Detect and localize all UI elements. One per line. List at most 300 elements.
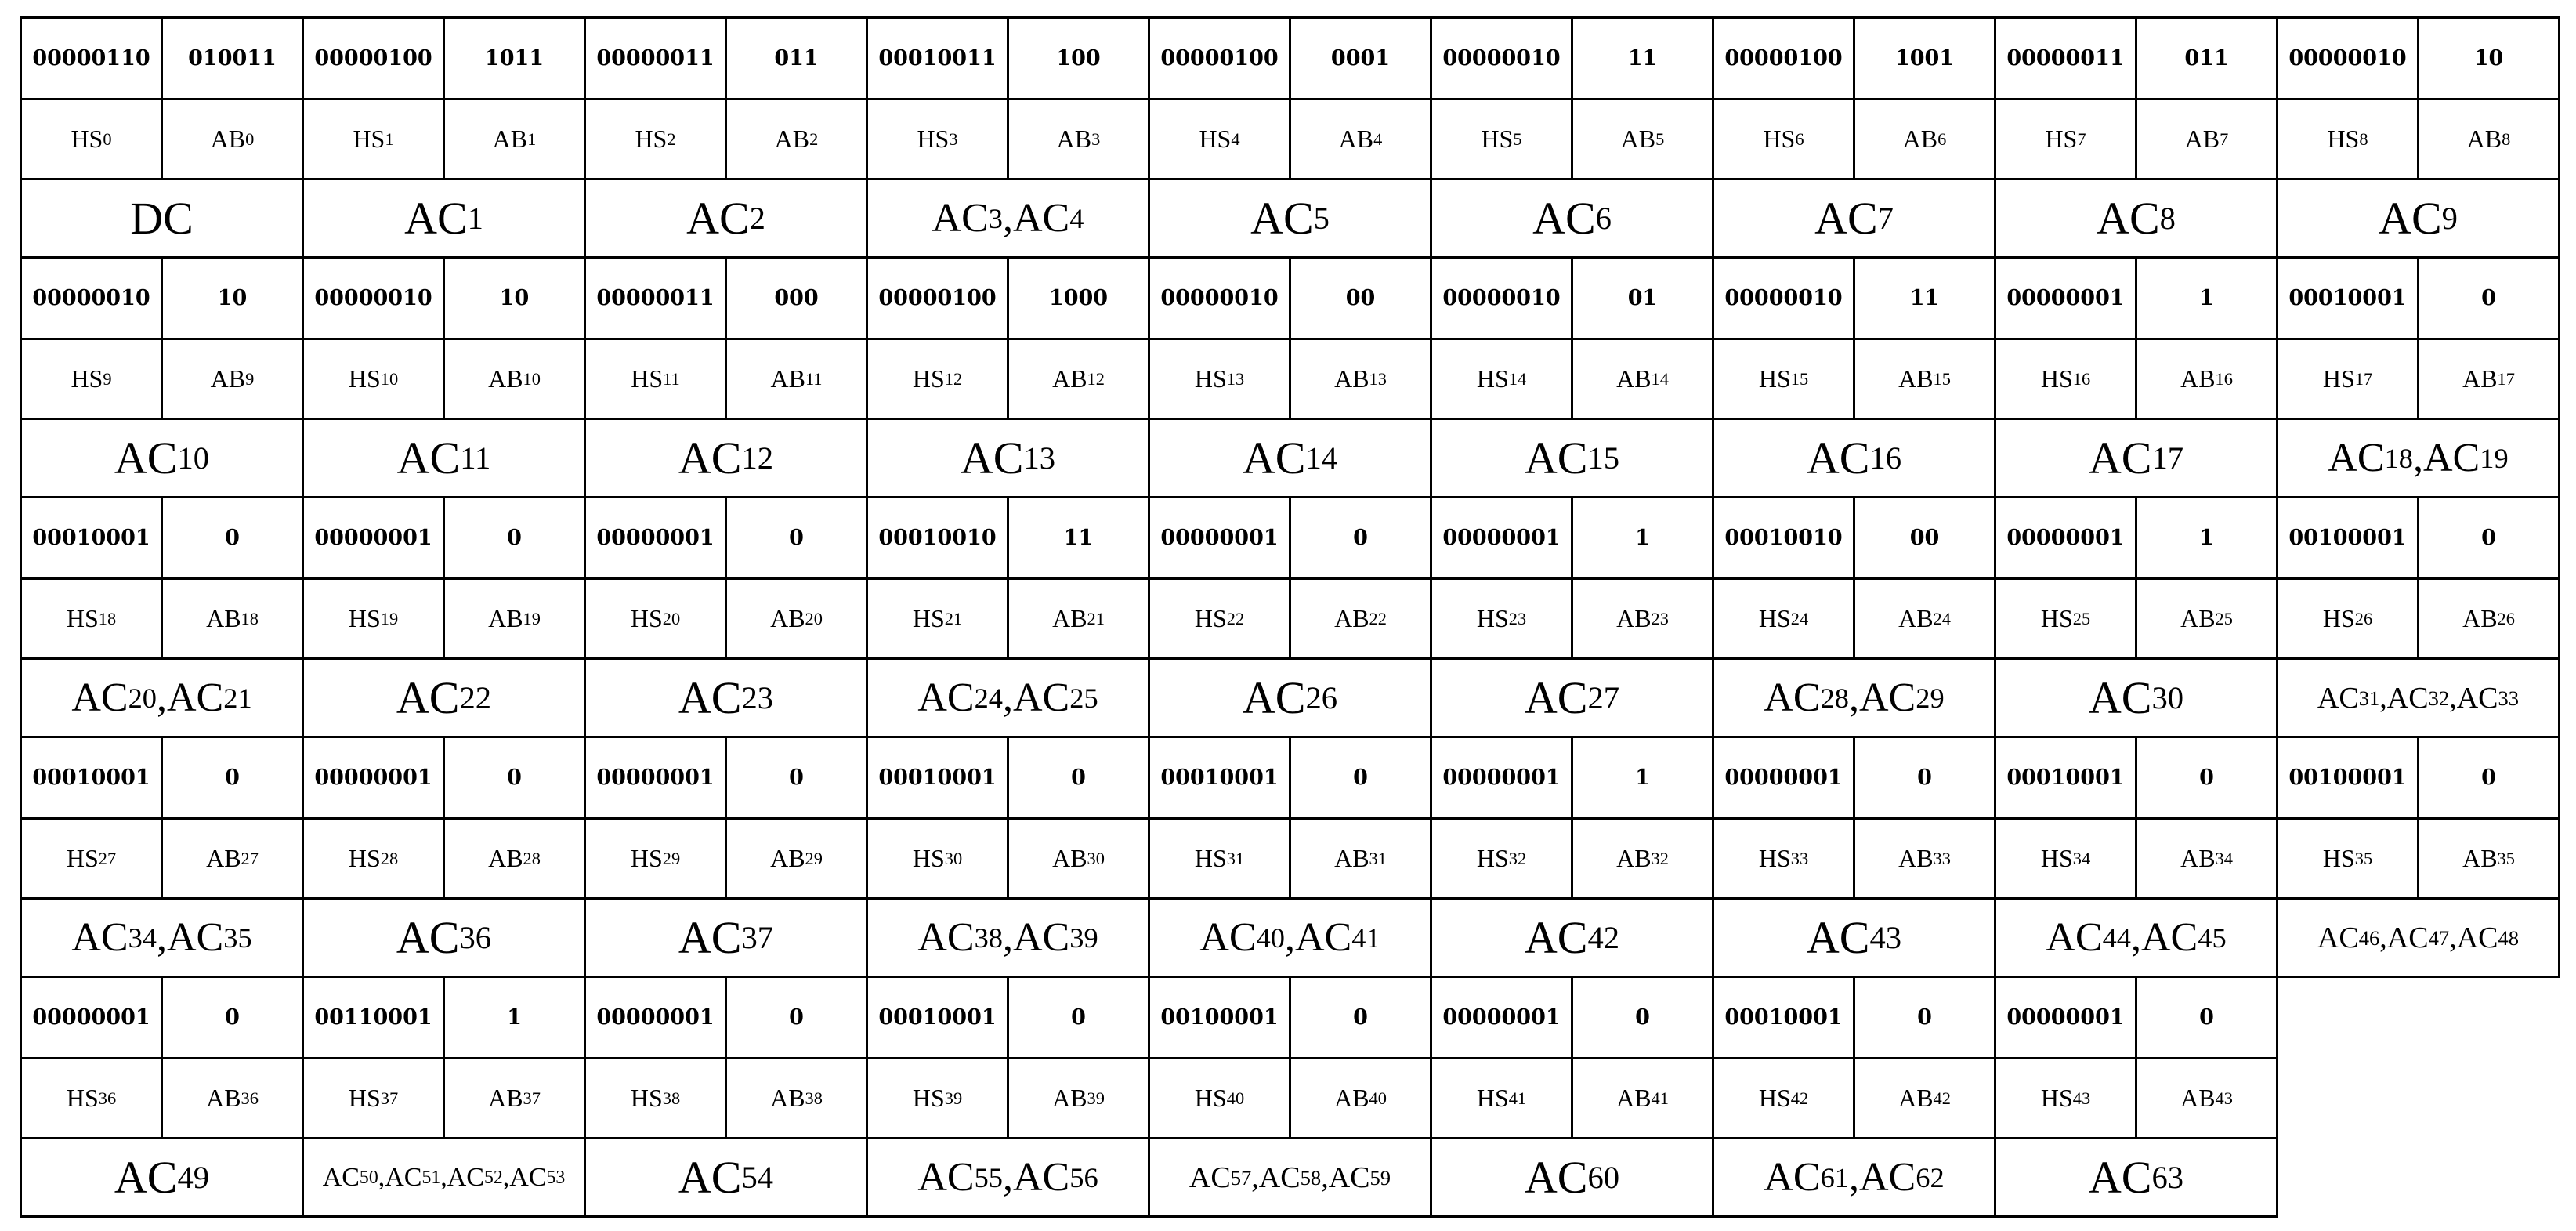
ab-label-cell	[1571, 817, 1714, 900]
ab-code-value: 0	[2481, 286, 2496, 310]
code-block	[1430, 16, 1712, 256]
ab-label-cell	[1571, 577, 1714, 660]
hs-index-text: 0	[103, 129, 112, 149]
ab-code-value: 11	[1627, 46, 1658, 71]
hs-code-cell	[866, 976, 1009, 1059]
ab-code-cell	[1007, 16, 1150, 100]
coefficient-index-text: 30	[2151, 679, 2184, 715]
code-block	[1148, 976, 1430, 1215]
hs-label-text: HS	[912, 844, 945, 872]
hs-label-cell	[866, 98, 1009, 180]
hs-index-text: 5	[1513, 129, 1522, 149]
coefficient-cell	[20, 1137, 304, 1218]
coefficient-separator: ,	[1251, 1160, 1259, 1194]
ab-index-text: 1	[527, 129, 537, 149]
coefficient-cell	[866, 657, 1150, 738]
hs-code-value: 00000010	[32, 286, 150, 310]
coefficient-index-text: 39	[1069, 921, 1098, 954]
coefficient-index-text: 8	[2159, 200, 2176, 236]
ab-code-value: 0	[1917, 766, 1932, 790]
coefficient-label: AC	[1524, 672, 1588, 723]
hs-label-cell	[1148, 338, 1291, 420]
hs-label-text: HS	[348, 1084, 381, 1112]
code-block	[302, 496, 584, 736]
coefficient-label: AC	[1328, 1160, 1370, 1194]
ab-code-cell	[161, 256, 304, 340]
hs-code-cell	[1148, 496, 1291, 580]
coefficient-cell	[1430, 418, 1714, 498]
ab-label-cell	[2417, 817, 2560, 900]
ab-label-text: AB	[488, 844, 523, 872]
hs-label-text: HS	[1476, 1084, 1509, 1112]
ab-label-cell	[1853, 577, 1996, 660]
ab-code-value: 010011	[188, 46, 277, 71]
hs-index-text: 37	[380, 1088, 399, 1108]
coefficient-label: AC	[1199, 915, 1257, 960]
hs-label-cell	[584, 338, 727, 420]
ab-code-cell	[1289, 16, 1432, 100]
hs-label-cell	[302, 577, 445, 660]
ab-label-cell	[1289, 1057, 1432, 1139]
hs-label-text: HS	[912, 1084, 945, 1112]
hs-label-cell	[584, 98, 727, 180]
ab-label-text: AB	[2462, 604, 2498, 632]
hs-label-text: HS	[348, 364, 381, 393]
hs-label-cell	[1430, 98, 1573, 180]
ab-code-cell	[443, 256, 586, 340]
coefficient-cell	[1994, 897, 2278, 978]
hs-index-text: 42	[1790, 1088, 1809, 1108]
code-block	[1994, 976, 2276, 1215]
ab-code-value: 01	[1627, 286, 1658, 310]
coefficient-index-text: 5	[1313, 200, 1330, 236]
hs-index-text: 1	[385, 129, 394, 149]
ab-index-text: 19	[523, 608, 541, 628]
ab-code-value: 0	[1071, 766, 1086, 790]
hs-label-text: HS	[1476, 364, 1509, 393]
coefficient-index-text: 24	[974, 682, 1003, 714]
ab-label-text: AB	[492, 125, 528, 153]
coefficient-cell	[302, 897, 586, 978]
ab-label-text: AB	[1898, 844, 1934, 872]
hs-index-text: 20	[662, 608, 681, 628]
coefficient-label: AC	[686, 193, 750, 244]
hs-code-cell	[584, 256, 727, 340]
code-block	[1712, 16, 1994, 256]
coefficient-index-text: 34	[128, 921, 157, 954]
coefficient-label: AC	[932, 196, 989, 241]
coefficient-cell	[866, 897, 1150, 978]
hs-label-text: HS	[1199, 125, 1232, 153]
code-block	[584, 16, 866, 256]
code-block	[2276, 16, 2558, 256]
hs-code-value: 00000011	[596, 286, 715, 310]
coefficient-separator: ,	[1285, 915, 1295, 960]
ab-code-cell	[2135, 976, 2278, 1059]
hs-code-cell	[1430, 496, 1573, 580]
coefficient-index-text: 19	[2480, 442, 2509, 474]
hs-code-value: 00000011	[2006, 46, 2125, 71]
coefficient-index-text: 46	[2358, 925, 2380, 950]
code-block	[1994, 496, 2276, 736]
coefficient-index-text: 2	[749, 200, 765, 236]
hs-code-value: 00000001	[1442, 766, 1561, 790]
ab-code-value: 1000	[1048, 286, 1109, 310]
hs-label-cell	[866, 817, 1009, 900]
coefficient-index-text: 43	[1869, 919, 1902, 955]
coefficient-separator: ,	[1849, 675, 1859, 720]
hs-label-text: HS	[630, 604, 663, 632]
coefficient-label: AC	[167, 675, 224, 720]
coefficient-index-text: 7	[1877, 200, 1894, 236]
coefficient-index-text: 59	[1369, 1165, 1391, 1189]
hs-label-text: HS	[348, 844, 381, 872]
hs-code-cell	[302, 16, 445, 100]
coefficient-index-text: 61	[1820, 1161, 1849, 1193]
ab-code-value: 1	[1635, 526, 1650, 550]
coefficient-index-text: 13	[1023, 440, 1056, 476]
ab-code-value: 0	[1917, 1005, 1932, 1030]
coefficient-cell	[302, 1137, 586, 1218]
coefficient-label: AC	[917, 675, 975, 720]
coefficient-cell	[1994, 178, 2278, 259]
code-block	[1430, 256, 1712, 496]
ab-index-text: 30	[1087, 848, 1105, 868]
coefficient-index-text: 47	[2428, 925, 2450, 950]
coefficient-cell	[20, 897, 304, 978]
hs-label-text: HS	[2040, 604, 2073, 632]
hs-label-cell	[1430, 577, 1573, 660]
hs-index-text: 17	[2354, 368, 2373, 389]
coefficient-separator: ,	[378, 1162, 385, 1192]
ab-label-text: AB	[2462, 844, 2498, 872]
coefficient-separator: ,	[157, 675, 167, 720]
coefficient-index-text: 31	[2358, 686, 2380, 710]
coefficient-index-text: 17	[2151, 440, 2184, 476]
ab-label-cell	[443, 1057, 586, 1139]
hs-index-text: 7	[2077, 129, 2086, 149]
coefficient-label: AC	[678, 1152, 742, 1203]
coefficient-index-text: 37	[741, 919, 774, 955]
hs-label-cell	[1994, 338, 2137, 420]
coefficient-label: AC	[1013, 915, 1070, 960]
ab-code-value: 0	[2481, 526, 2496, 550]
ab-index-text: 11	[805, 368, 823, 389]
hs-code-value: 00000001	[2006, 526, 2125, 550]
ab-label-cell	[443, 98, 586, 180]
code-block	[20, 256, 302, 496]
ab-label-text: AB	[1338, 125, 1374, 153]
ab-index-text: 13	[1369, 368, 1387, 389]
hs-index-text: 33	[1790, 848, 1809, 868]
ab-code-cell	[1853, 976, 1996, 1059]
coefficient-index-text: 53	[546, 1167, 566, 1188]
ab-code-value: 0	[507, 766, 522, 790]
ab-index-text: 35	[2497, 848, 2515, 868]
ab-code-cell	[725, 496, 868, 580]
hs-label-cell	[1712, 98, 1855, 180]
ab-label-cell	[1853, 338, 1996, 420]
hs-code-cell	[20, 736, 163, 820]
coefficient-label: AC	[71, 915, 128, 960]
hs-label-cell	[1994, 577, 2137, 660]
coefficient-separator: ,	[1003, 675, 1013, 720]
ab-code-value: 1001	[1894, 46, 1955, 71]
ab-label-text: AB	[210, 364, 246, 393]
coefficient-index-text: 41	[1351, 921, 1380, 954]
coefficient-index-text: 50	[359, 1167, 378, 1188]
hs-code-cell	[1148, 16, 1291, 100]
hs-code-cell	[1148, 736, 1291, 820]
ab-index-text: 29	[805, 848, 823, 868]
hs-code-cell	[1712, 496, 1855, 580]
coefficient-index-text: 14	[1305, 440, 1338, 476]
hs-code-cell	[302, 256, 445, 340]
coefficient-index-text: 63	[2151, 1159, 2184, 1195]
code-block	[20, 496, 302, 736]
hs-label-cell	[1148, 577, 1291, 660]
coefficient-separator: ,	[157, 915, 167, 960]
hs-code-cell	[866, 736, 1009, 820]
ab-code-value: 10	[2473, 46, 2504, 71]
coefficient-cell	[866, 1137, 1150, 1218]
code-block	[1712, 256, 1994, 496]
coefficient-index-text: 54	[741, 1159, 774, 1195]
ab-code-value: 1	[2199, 286, 2214, 310]
hs-index-text: 36	[98, 1088, 117, 1108]
ab-label-cell	[161, 817, 304, 900]
coefficient-cell	[1994, 418, 2278, 498]
coefficient-cell	[20, 418, 304, 498]
hs-code-value: 00000001	[596, 766, 715, 790]
hs-code-value: 00010001	[2006, 766, 2125, 790]
ab-index-text: 17	[2497, 368, 2515, 389]
ab-index-text: 27	[241, 848, 259, 868]
coefficient-label: AC	[322, 1162, 360, 1192]
coefficient-label: AC	[678, 912, 742, 963]
coefficient-label: AC	[2386, 921, 2429, 954]
ab-label-text: AB	[1620, 125, 1656, 153]
ab-label-text: AB	[2180, 1084, 2216, 1112]
hs-code-value: 00000100	[1724, 46, 1843, 71]
ab-label-text: AB	[1056, 125, 1092, 153]
coefficient-label: AC	[447, 1162, 484, 1192]
hs-label-text: HS	[912, 604, 945, 632]
hs-index-text: 38	[662, 1088, 681, 1108]
coefficient-label: AC	[1764, 675, 1821, 720]
ab-label-cell	[1853, 1057, 1996, 1139]
coefficient-index-text: 52	[483, 1167, 503, 1188]
ab-label-cell	[1007, 338, 1150, 420]
code-block	[866, 976, 1148, 1215]
coefficient-cell	[1430, 657, 1714, 738]
hs-code-value: 00010001	[1160, 766, 1279, 790]
ab-label-text: AB	[1052, 604, 1087, 632]
ab-label-text: AB	[1616, 364, 1652, 393]
hs-label-cell	[1712, 338, 1855, 420]
ab-code-value: 0	[225, 766, 240, 790]
code-block	[1994, 736, 2276, 976]
coefficient-index-text: 3	[988, 202, 1003, 234]
ab-label-text: AB	[774, 125, 810, 153]
coefficient-cell	[866, 418, 1150, 498]
coefficient-cell	[1148, 657, 1432, 738]
hs-code-value: 00100001	[2288, 766, 2407, 790]
ab-label-cell	[161, 1057, 304, 1139]
ab-code-cell	[725, 976, 868, 1059]
ab-code-value: 0	[1353, 1005, 1368, 1030]
coefficient-cell	[1148, 178, 1432, 259]
hs-index-text: 8	[2359, 129, 2368, 149]
ab-code-cell	[2417, 736, 2560, 820]
ab-label-text: AB	[1898, 364, 1934, 393]
hs-label-text: HS	[2322, 844, 2355, 872]
ab-label-text: AB	[1898, 1084, 1934, 1112]
coefficient-index-text: 57	[1230, 1165, 1252, 1189]
hs-label-text: HS	[66, 844, 99, 872]
ab-label-cell	[1007, 577, 1150, 660]
hs-code-value: 00000001	[2006, 1005, 2125, 1030]
code-block	[584, 976, 866, 1215]
hs-label-text: HS	[1194, 364, 1227, 393]
ab-code-cell	[2135, 736, 2278, 820]
code-block	[302, 256, 584, 496]
coefficient-separator: ,	[440, 1162, 447, 1192]
coefficient-cell	[1994, 1137, 2278, 1218]
coefficient-cell	[2276, 418, 2560, 498]
ab-label-cell	[443, 338, 586, 420]
hs-index-text: 32	[1508, 848, 1527, 868]
hs-index-text: 43	[2072, 1088, 2091, 1108]
ab-index-text: 23	[1651, 608, 1669, 628]
hs-index-text: 4	[1231, 129, 1240, 149]
hs-code-value: 00000001	[1442, 1005, 1561, 1030]
coefficient-label: AC	[1859, 1155, 1916, 1200]
ab-code-value: 00	[1909, 526, 1940, 550]
ab-label-cell	[2417, 98, 2560, 180]
hs-label-text: HS	[2040, 1084, 2073, 1112]
coefficient-index-text: 20	[128, 682, 157, 714]
coefficient-label: AC	[1814, 193, 1878, 244]
hs-index-text: 40	[1226, 1088, 1245, 1108]
ab-index-text: 24	[1933, 608, 1951, 628]
ab-code-value: 11	[1909, 286, 1940, 310]
hs-index-text: 19	[380, 608, 399, 628]
ab-index-text: 39	[1087, 1088, 1105, 1108]
hs-label-text: HS	[2327, 125, 2360, 153]
hs-code-value: 00110001	[314, 1005, 432, 1030]
ab-code-value: 1	[2199, 526, 2214, 550]
ab-code-value: 0	[507, 526, 522, 550]
coefficient-cell	[1712, 418, 1996, 498]
coefficient-cell	[584, 178, 868, 259]
coefficient-cell	[1712, 1137, 1996, 1218]
ab-label-text: AB	[2180, 844, 2216, 872]
ab-label-cell	[1289, 98, 1432, 180]
ab-code-cell	[1571, 976, 1714, 1059]
ab-label-cell	[443, 577, 586, 660]
hs-label-text: HS	[2040, 364, 2073, 393]
coefficient-label: AC	[1764, 1155, 1821, 1200]
hs-index-text: 9	[103, 368, 112, 389]
ab-code-cell	[1007, 736, 1150, 820]
hs-code-value: 00000001	[596, 526, 715, 550]
hs-code-cell	[1712, 256, 1855, 340]
coefficient-index-text: 44	[2102, 921, 2131, 954]
hs-index-text: 35	[2354, 848, 2373, 868]
hs-index-text: 23	[1508, 608, 1527, 628]
hs-index-text: 15	[1790, 368, 1809, 389]
coefficient-index-text: 29	[1916, 682, 1945, 714]
coefficient-label: AC	[509, 1162, 547, 1192]
ab-code-value: 011	[774, 46, 819, 71]
hs-label-text: HS	[1481, 125, 1514, 153]
hs-code-cell	[1148, 976, 1291, 1059]
ab-label-cell	[1853, 98, 1996, 180]
hs-code-cell	[20, 16, 163, 100]
ab-label-text: AB	[1334, 844, 1369, 872]
coefficient-index-text: 28	[1820, 682, 1849, 714]
hs-label-cell	[866, 338, 1009, 420]
coefficient-label: AC	[114, 433, 178, 483]
ab-index-text: 43	[2215, 1088, 2233, 1108]
ab-index-text: 16	[2215, 368, 2233, 389]
coefficient-index-text: 26	[1305, 679, 1338, 715]
hs-code-cell	[2276, 256, 2419, 340]
ab-label-cell	[161, 98, 304, 180]
coefficient-label: AC	[960, 433, 1024, 483]
hs-label-text: HS	[1476, 844, 1509, 872]
code-block	[1712, 976, 1994, 1215]
ab-index-text: 4	[1373, 129, 1383, 149]
ab-code-cell	[1853, 736, 1996, 820]
hs-label-cell	[302, 98, 445, 180]
ab-code-cell	[161, 976, 304, 1059]
coefficient-index-text: 10	[177, 440, 210, 476]
coefficient-label: AC	[2456, 681, 2498, 715]
ab-code-value: 0	[789, 766, 804, 790]
coefficient-label: AC	[114, 1152, 178, 1203]
ab-label-cell	[1571, 1057, 1714, 1139]
ab-index-text: 37	[523, 1088, 541, 1108]
hs-index-text: 24	[1790, 608, 1809, 628]
coefficient-cell	[866, 178, 1150, 259]
ab-label-text: AB	[1616, 1084, 1652, 1112]
ab-code-value: 0	[1353, 526, 1368, 550]
hs-code-cell	[866, 496, 1009, 580]
ab-label-cell	[1571, 98, 1714, 180]
hs-index-text: 11	[663, 368, 680, 389]
ab-label-cell	[1007, 1057, 1150, 1139]
coefficient-label: DC	[130, 193, 194, 244]
hs-index-text: 28	[380, 848, 399, 868]
ab-index-text: 10	[523, 368, 541, 389]
hs-label-cell	[302, 338, 445, 420]
ab-label-cell	[161, 577, 304, 660]
ab-label-cell	[2417, 577, 2560, 660]
code-block	[20, 976, 302, 1215]
ab-label-text: AB	[770, 364, 805, 393]
ab-label-text: AB	[2462, 364, 2498, 393]
ab-label-text: AB	[206, 844, 241, 872]
coefficient-separator: ,	[2413, 436, 2423, 480]
ab-code-cell	[725, 16, 868, 100]
ab-index-text: 3	[1091, 129, 1101, 149]
coefficient-index-text: 25	[1069, 682, 1098, 714]
hs-code-value: 00000010	[1160, 286, 1279, 310]
hs-code-cell	[302, 496, 445, 580]
hs-label-text: HS	[66, 1084, 99, 1112]
